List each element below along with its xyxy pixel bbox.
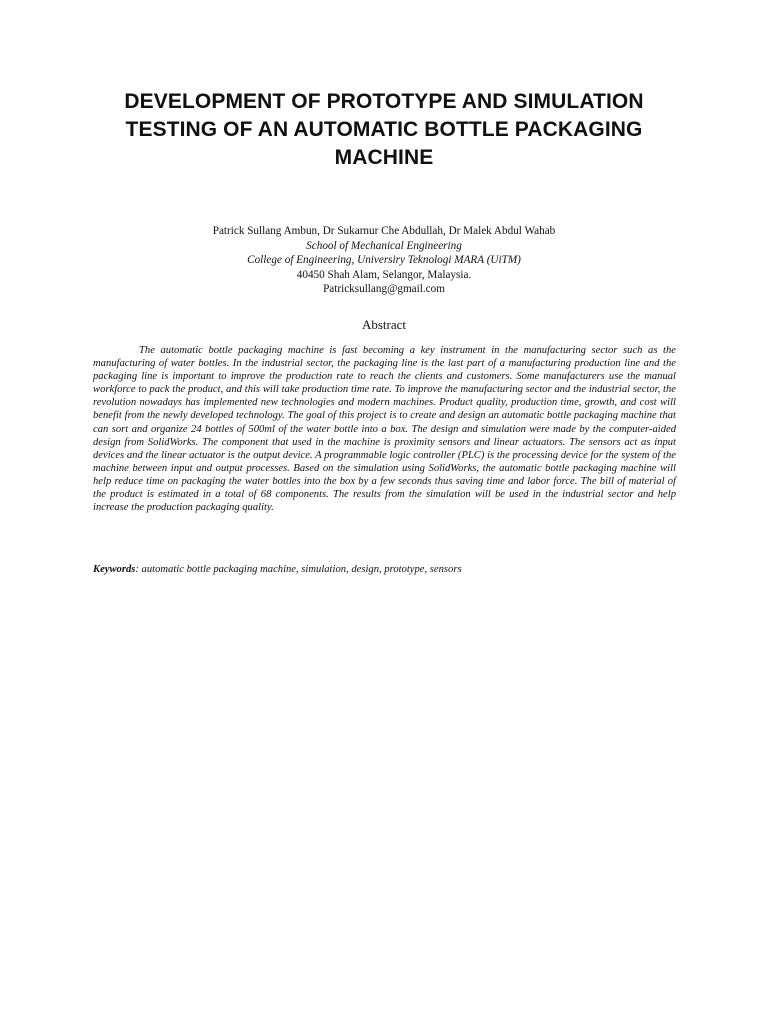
author-list: Patrick Sullang Ambun, Dr Sukarnur Che Abdullah, Dr Malek Abdul Wahab bbox=[212, 225, 556, 237]
abstract-body: The automatic bottle packaging machine is fast becoming a key instrument in the manufacturing sector such as the manufacturing of water bottles. In the industrial sector, the packaging line is the last part of a manufacturing production line and the packaging line is important to improve the production rate to reach the clients and customers. Some manufacturers use the manual workforce to pack the product, and this will take production time rate. To improve the manufacturing sector and the industrial sector, the revolution nowadays has implemented new technologies and modern machines. Product quality, production time, growth, and cost will benefit from the newly developed technology. The goal of this project is to create and design an automatic bottle packaging machine that can sort and organize 24 bottles of 500ml of the water bottle into a box. The design and simulation were made by the computer-aided design from SolidWorks. The component that used in the machine is proximity sensors and linear actuators. The sensors act as input devices and the linear actuator is the output device. A programmable logic controller (PLC) is the processing device for the system of the machine between input and output processes. Based on the simulation using SolidWorks, the automatic bottle packaging machine will help reduce time on packaging the water bottles into the box by a few seconds thus saving time and labor force. The bill of material of the product is estimated in a total of 68 components. The results from the simulation will be used in the industrial sector and help increase the production packaging quality. bbox=[93, 345, 676, 514]
title-line-1: DEVELOPMENT OF PROTOTYPE AND SIMULATION bbox=[124, 90, 644, 113]
paper-title bbox=[60, 88, 708, 172]
keywords-label: Keywords bbox=[93, 564, 136, 575]
author-affiliation-block bbox=[84, 224, 684, 297]
keywords-text: : automatic bottle packaging machine, simulation, design, prototype, sensors bbox=[135, 564, 462, 575]
title-line-2: TESTING OF AN AUTOMATIC BOTTLE PACKAGING bbox=[125, 118, 643, 141]
school-affiliation: School of Mechanical Engineering bbox=[306, 239, 462, 252]
college-affiliation: College of Engineering, Universiry Teknologi MARA (UiTM) bbox=[247, 254, 521, 266]
title-line-3: MACHINE bbox=[334, 146, 434, 169]
contact-email: Patricksullang@gmail.com bbox=[323, 283, 445, 295]
keywords-line bbox=[93, 563, 676, 576]
abstract-heading: Abstract bbox=[361, 317, 407, 332]
postal-address: 40450 Shah Alam, Selangor, Malaysia. bbox=[296, 268, 472, 281]
